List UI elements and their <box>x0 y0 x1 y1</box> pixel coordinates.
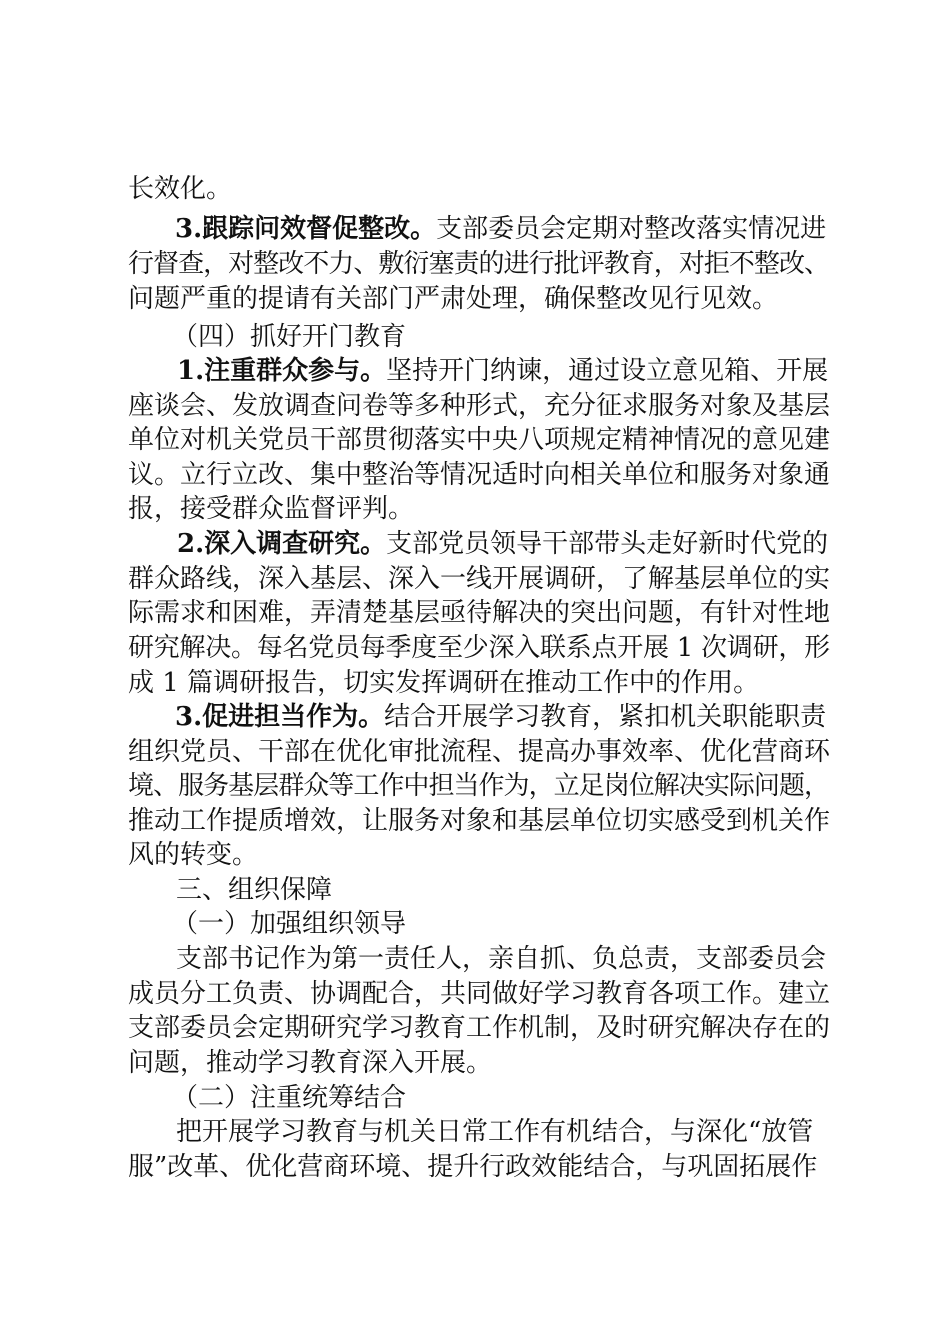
paragraph-text: 问题，推动学习教育深入开展。 <box>128 1048 493 1078</box>
paragraph-lead-heading: 3.跟踪问效督促整改。 <box>175 214 437 244</box>
paragraph-text: 结合开展学习教育，紧扣机关职能职责 <box>384 702 827 732</box>
paragraph-text: 支部委员会定期研究学习教育工作机制，及时研究解决存在的 <box>128 1013 831 1043</box>
paragraph-8-line-1 <box>172 905 830 943</box>
paragraph-text: 坚持开门纳谏，通过设立意见箱、开展 <box>386 356 829 386</box>
paragraph-text: 行督查，对整改不力、敷衍塞责的进行批评教育，对拒不整改、 <box>128 249 830 279</box>
paragraph-text: 议。立行立改、集中整治等情况适时向相关单位和服务对象通 <box>128 460 831 490</box>
paragraph-4-line-5 <box>128 490 830 528</box>
paragraph-5-line-1 <box>177 525 830 563</box>
paragraph-6-line-1 <box>175 698 830 736</box>
paragraph-text: 问题严重的提请有关部门严肃处理，确保整改见行见效。 <box>128 284 779 314</box>
paragraph-lead-heading: 3.促进担当作为。 <box>175 702 385 732</box>
paragraph-9-line-3 <box>128 1009 830 1047</box>
paragraph-4-line-3 <box>128 421 830 459</box>
paragraph-lead-heading: 1.注重群众参与。 <box>177 356 387 386</box>
paragraph-6-line-3 <box>128 767 830 805</box>
paragraph-9-line-1 <box>176 940 830 978</box>
paragraph-text: 服”改革、优化营商环境、提升行政效能结合，与巩固拓展作 <box>128 1152 818 1182</box>
paragraph-9-line-2 <box>128 975 830 1013</box>
paragraph-text: 支部党员领导干部带头走好新时代党的 <box>386 529 829 559</box>
paragraph-7-line-1 <box>176 871 830 909</box>
paragraph-11-line-1 <box>176 1113 830 1151</box>
paragraph-5-line-3 <box>128 594 830 632</box>
paragraph-1-line-1 <box>128 170 830 208</box>
paragraph-text: 成 1 篇调研报告，切实发挥调研在推动工作中的作用。 <box>128 668 760 698</box>
paragraph-text: 单位对机关党员干部贯彻落实中央八项规定精神情况的意见建 <box>128 425 831 455</box>
paragraph-text: 群众路线，深入基层、深入一线开展调研，了解基层单位的实 <box>128 564 831 594</box>
paragraph-5-line-2 <box>128 560 830 598</box>
paragraph-6-line-4 <box>128 802 830 840</box>
paragraph-5-line-5 <box>128 664 830 702</box>
paragraph-9-line-4 <box>128 1044 830 1082</box>
paragraph-lead-heading: 2.深入调查研究。 <box>177 529 387 559</box>
paragraph-text: 支部委员会定期对整改落实情况进 <box>436 214 827 244</box>
paragraph-text: 推动工作提质增效，让服务对象和基层单位切实感受到机关作 <box>128 806 831 836</box>
paragraph-text: 长效化。 <box>128 174 233 204</box>
paragraph-11-line-2 <box>128 1148 830 1186</box>
paragraph-3-line-1 <box>172 318 830 356</box>
paragraph-2-line-3 <box>128 280 830 318</box>
paragraph-2-line-2 <box>128 245 830 283</box>
paragraph-text: 境、服务基层群众等工作中担当作为，立足岗位解决实际问题， <box>128 771 830 801</box>
paragraph-text: 风的转变。 <box>128 840 259 870</box>
paragraph-text: （一）加强组织领导 <box>172 909 407 939</box>
paragraph-text: 际需求和困难，弄清楚基层亟待解决的突出问题，有针对性地 <box>128 598 831 628</box>
paragraph-text: 座谈会、发放调查问卷等多种形式，充分征求服务对象及基层 <box>128 391 831 421</box>
paragraph-6-line-2 <box>128 733 830 771</box>
paragraph-text: 成员分工负责、协调配合，共同做好学习教育各项工作。建立 <box>128 979 831 1009</box>
paragraph-text: 报，接受群众监督评判。 <box>128 494 415 524</box>
paragraph-text: 支部书记作为第一责任人，亲自抓、负总责，支部委员会 <box>176 944 827 974</box>
paragraph-6-line-5 <box>128 836 830 874</box>
paragraph-text: 组织党员、干部在优化审批流程、提高办事效率、优化营商环 <box>128 737 831 767</box>
paragraph-2-line-1 <box>175 210 830 248</box>
paragraph-4-line-1 <box>177 352 830 390</box>
paragraph-text: 研究解决。每名党员每季度至少深入联系点开展 1 次调研，形 <box>128 633 830 663</box>
paragraph-text: 把开展学习教育与机关日常工作有机结合，与深化“放管 <box>176 1117 814 1147</box>
paragraph-text: 三、组织保障 <box>176 875 333 905</box>
paragraph-4-line-4 <box>128 456 830 494</box>
paragraph-text: （二）注重统筹结合 <box>172 1083 407 1113</box>
paragraph-10-line-1 <box>172 1079 830 1117</box>
paragraph-5-line-4 <box>128 629 830 667</box>
paragraph-text: （四）抓好开门教育 <box>172 322 407 352</box>
paragraph-4-line-2 <box>128 387 830 425</box>
